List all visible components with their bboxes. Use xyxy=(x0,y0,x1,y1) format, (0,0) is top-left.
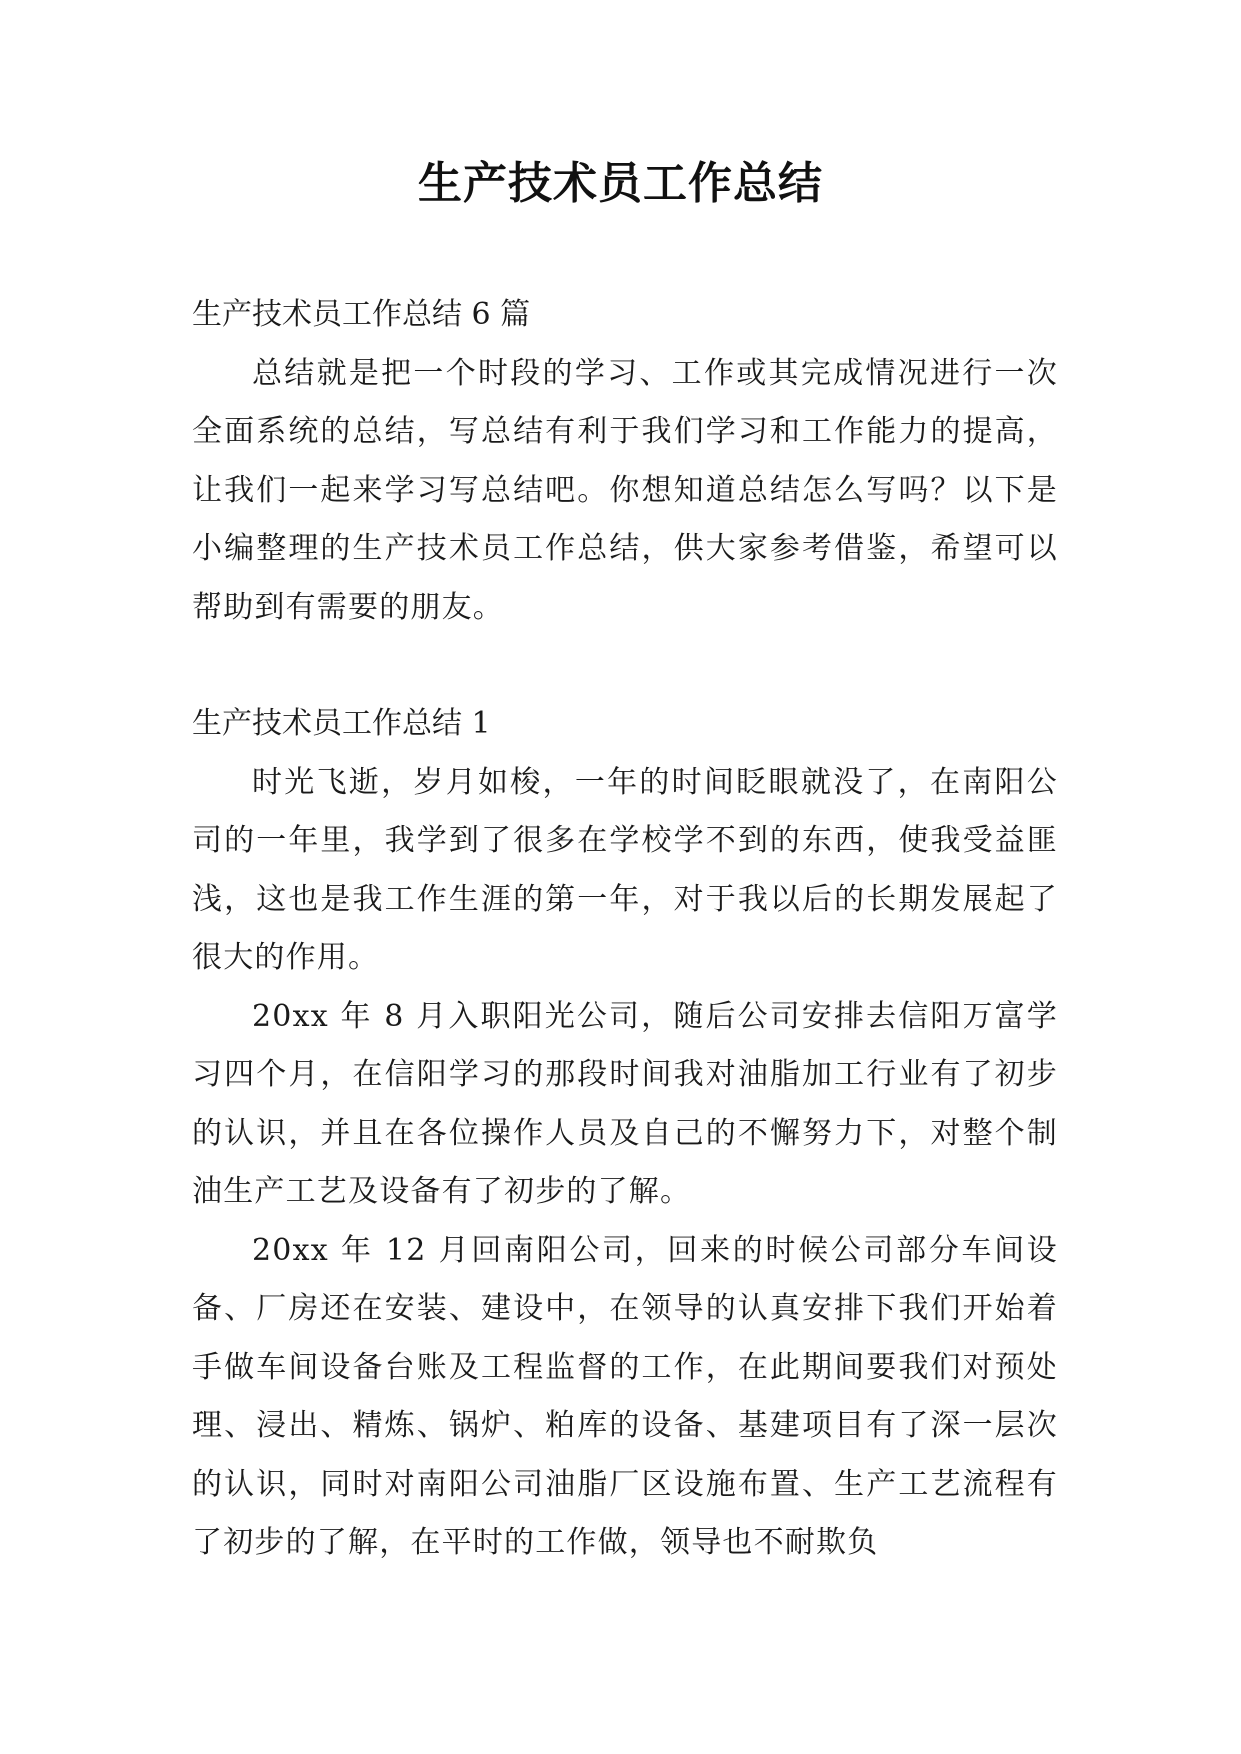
body-paragraph: 时光飞逝，岁月如梭，一年的时间眨眼就没了，在南阳公司的一年里，我学到了很多在学校学不到的东西，使我受益匪浅，这也是我工作生涯的第一年，对于我以后的长期发展起了很大的作用。 xyxy=(192,764,1058,975)
intro-heading: 生产技术员工作总结 6 篇 xyxy=(192,297,531,332)
intro-paragraph: 总结就是把一个时段的学习、工作或其完成情况进行一次全面系统的总结，写总结有利于我们学习和工作能力的提高，让我们一起来学习写总结吧。你想知道总结怎么写吗？以下是小编整理的生产技术员工作总结，供大家参考借鉴，希望可以帮助到有需要的朋友。 xyxy=(192,355,1058,625)
document-body xyxy=(192,286,1058,1573)
document-title: 生产技术员工作总结 xyxy=(418,158,823,209)
section-heading: 生产技术员工作总结 1 xyxy=(192,706,491,741)
body-paragraph: 20xx 年 8 月入职阳光公司，随后公司安排去信阳万富学习四个月，在信阳学习的那段时间我对油脂加工行业有了初步的认识，并且在各位操作人员及自己的不懈努力下，对整个制油生产工艺及设备有了初步的了解。 xyxy=(192,998,1058,1209)
section-spacer xyxy=(192,637,1058,695)
body-paragraph: 20xx 年 12 月回南阳公司，回来的时候公司部分车间设备、厂房还在安装、建设中，在领导的认真安排下我们开始着手做车间设备台账及工程监督的工作，在此期间要我们对预处理、浸出、精炼、锅炉、粕库的设备、基建项目有了深一层次的认识，同时对南阳公司油脂厂区设施布置、生产工艺流程有了初步的了解，在平时的工作做，领导也不耐欺负 xyxy=(192,1232,1058,1560)
